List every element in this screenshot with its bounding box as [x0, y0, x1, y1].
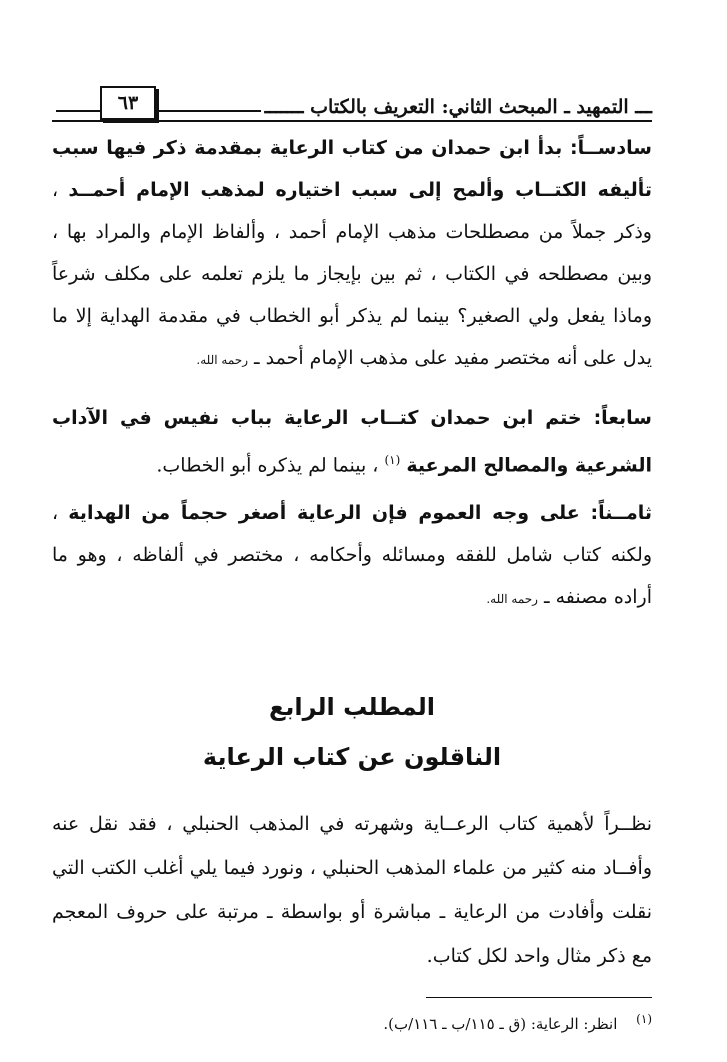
header-rule	[52, 120, 652, 122]
paragraph-sixth-tail: رحمه الله.	[196, 353, 248, 367]
header-line	[56, 110, 261, 112]
footnote-rule	[426, 997, 652, 998]
paragraph-eighth-tail: رحمه الله.	[486, 592, 538, 606]
paragraph-sixth	[52, 127, 652, 381]
footnote	[52, 1008, 652, 1035]
paragraph-seventh	[52, 397, 652, 486]
page-number	[100, 86, 156, 120]
section-subheading: الناقلون عن كتاب الرعاية	[202, 743, 502, 771]
header-title: ـــ التمهيد ـ المبحث الثاني: التعريف بالكتاب ـــــــ	[264, 96, 652, 118]
paragraph-sixth-lead: سادســاً: بدأ ابن حمدان من كتاب الرعاية بمقدمة ذكر فيها سبب تأليفه الكتــاب وألمح إلى سبب اختياره لمذهب الإمام أحمــد	[52, 137, 652, 201]
paragraph-sixth-body: ، وذكر جملاً من مصطلحات مذهب الإمام أحمد ، وألفاظ الإمام والمراد بها ، وبين مصطلحه في الكتاب ، ثم بين بإيجاز ما يلزم تعلمه على مكلف شرعاً وماذا يفعل ولي الصغير؟ بينما لم يذكر أبو الخطاب في مقدمة الهداية إلا ما يدل على أنه مختصر مفيد على مذهب الإمام أحمد ـ	[52, 179, 652, 369]
paragraph-eighth	[52, 492, 652, 620]
footnote-text: انظر: الرعاية: (ق ـ ١١٥/ب ـ ١١٦/ب).	[383, 1015, 618, 1033]
paragraph-eighth-lead: ثامــناً: على وجه العموم فإن الرعاية أصغر حجماً من الهداية	[68, 502, 652, 524]
footnote-ref: (١)	[384, 453, 401, 467]
footnote-mark: (١)	[636, 1012, 652, 1026]
paragraph-seventh-lead: سابعاً: ختم ابن حمدان كتــاب الرعاية بباب نفيس في الآداب الشرعية والمصالح المرعية	[52, 407, 652, 477]
page-number-text: ٦٣	[117, 92, 139, 114]
paragraph-seventh-body: ، بينما لم يذكره أبو الخطاب.	[156, 454, 379, 477]
section-body: نظــراً لأهمية كتاب الرعــاية وشهرته في المذهب الحنبلي ، فقد نقل عنه وأفــاد منه كثير من علماء المذهب الحنبلي ، ونورد فيما يلي أغلب الكتب التي نقلت وأفادت من الرعاية ـ مباشرة أو بواسطة ـ مرتبة على حروف المعجم مع ذكر مثال واحد لكل كتاب.	[52, 813, 652, 967]
section-heading: المطلب الرابع	[268, 693, 436, 721]
paragraph-eighth-body: ، ولكنه كتاب شامل للفقه ومسائله وأحكامه ، مختصر في ألفاظه ، وهو ما أراده مصنفه ـ	[52, 502, 652, 608]
